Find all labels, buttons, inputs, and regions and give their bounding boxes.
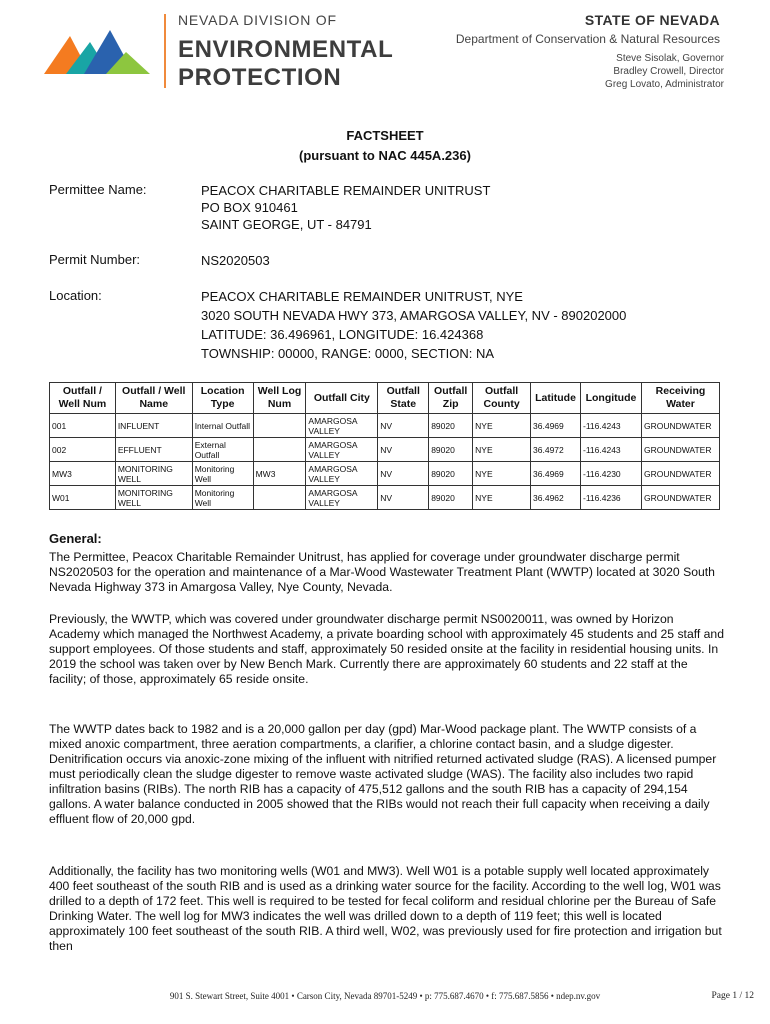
column-header: Outfall / Well Num xyxy=(50,383,116,414)
table-cell: NV xyxy=(378,462,429,486)
column-header: Outfall / Well Name xyxy=(115,383,192,414)
table-cell: MW3 xyxy=(253,462,306,486)
table-cell: -116.4230 xyxy=(581,462,642,486)
org-name-line1: NEVADA DIVISION OF xyxy=(178,12,337,28)
table-header-row xyxy=(50,383,720,414)
table-cell: MONITORING WELL xyxy=(115,462,192,486)
table-cell: 89020 xyxy=(429,486,473,510)
department-name: Department of Conservation & Natural Resources xyxy=(455,32,720,46)
column-header: Outfall County xyxy=(473,383,531,414)
table-cell: 36.4969 xyxy=(531,414,581,438)
column-header: Outfall Zip xyxy=(429,383,473,414)
location-value xyxy=(201,287,626,363)
ndep-logo-mountains xyxy=(44,28,150,76)
table-row xyxy=(50,414,720,438)
table-cell: GROUNDWATER xyxy=(641,462,719,486)
table-row xyxy=(50,462,720,486)
table-cell: AMARGOSA VALLEY xyxy=(306,462,378,486)
table-cell: NYE xyxy=(473,462,531,486)
org-name-line3: PROTECTION xyxy=(178,64,342,91)
org-name-line2: ENVIRONMENTAL xyxy=(178,36,394,63)
table-cell: 89020 xyxy=(429,438,473,462)
table-cell: MW3 xyxy=(50,462,116,486)
table-cell: GROUNDWATER xyxy=(641,486,719,510)
table-row xyxy=(50,486,720,510)
table-cell: 36.4972 xyxy=(531,438,581,462)
permit-number-label: Permit Number: xyxy=(49,252,141,267)
column-header: Location Type xyxy=(192,383,253,414)
permit-number-value: NS2020503 xyxy=(201,253,270,268)
table-cell: External Outfall xyxy=(192,438,253,462)
location-line: TOWNSHIP: 00000, RANGE: 0000, SECTION: NA xyxy=(201,346,495,361)
location-label: Location: xyxy=(49,288,102,303)
permittee-value xyxy=(201,182,490,233)
table-cell: -116.4243 xyxy=(581,438,642,462)
location-line: PEACOX CHARITABLE REMAINDER UNITRUST, NYE xyxy=(201,289,523,304)
doc-title: FACTSHEET xyxy=(346,128,424,143)
location-line: LATITUDE: 36.496961, LONGITUDE: 16.424368 xyxy=(201,327,484,342)
table-cell: W01 xyxy=(50,486,116,510)
table-cell: INFLUENT xyxy=(115,414,192,438)
table-cell: NYE xyxy=(473,414,531,438)
table-cell: 001 xyxy=(50,414,116,438)
officials-list xyxy=(605,52,724,91)
general-paragraph-3: The WWTP dates back to 1982 and is a 20,000 gallon per day (gpd) Mar-Wood package plant. The WWTP consists of a mixed anoxic compartment, three aeration compartments, a clarifier, a chlorine contact basin, and a sludge digester. Denitrification occurs via anoxic-zone mixing of the influent with nitrified returned activated sludge (RAS). A licensed pumper must periodically clean the sludge digester to remove waste activated sludge (WAS). The facility also includes two rapid infiltration basins (RIBs). The north RIB has a capacity of 475,512 gallons and the south RIB has a capacity of 294,154 gallons. A water balance conducted in 2005 showed that the RIBs would not reach their full capacity when receiving a daily effluent flow of 20,000 gpd. xyxy=(49,722,717,826)
table-cell: 89020 xyxy=(429,414,473,438)
official-administrator: Greg Lovato, Administrator xyxy=(605,79,724,90)
doc-subtitle: (pursuant to NAC 445A.236) xyxy=(299,148,471,163)
permittee-line: PO BOX 910461 xyxy=(201,200,298,215)
table-cell: 002 xyxy=(50,438,116,462)
table-row xyxy=(50,438,720,462)
column-header: Latitude xyxy=(531,383,581,414)
table-cell: AMARGOSA VALLEY xyxy=(306,486,378,510)
table-cell: 89020 xyxy=(429,462,473,486)
page-number: Page 1 / 12 xyxy=(711,991,754,1001)
table-cell xyxy=(253,414,306,438)
outfall-table xyxy=(49,382,720,510)
general-paragraph-4: Additionally, the facility has two monitoring wells (W01 and MW3). Well W01 is a potable supply well located approximately 400 feet southeast of the south RIB and is used as a drinking water source for the facility. According to the well log, W01 was drilled to a depth of 172 feet. This well is required to be tested for fecal coliform and residual chlorine per the Bureau of Safe Drinking Water. The well log for MW3 indicates the well was drilled down to a depth of 119 feet; this well is located approximately 100 feet southeast of the south RIB. A third well, W02, was previously used for fire protection and irrigation but then xyxy=(49,864,722,953)
table-cell: GROUNDWATER xyxy=(641,438,719,462)
permittee-line: PEACOX CHARITABLE REMAINDER UNITRUST xyxy=(201,183,491,198)
table-cell: NYE xyxy=(473,486,531,510)
table-cell: Monitoring Well xyxy=(192,462,253,486)
location-line: 3020 SOUTH NEVADA HWY 373, AMARGOSA VALLEY, NV - 890202000 xyxy=(201,308,627,323)
table-cell: NV xyxy=(378,414,429,438)
column-header: Well Log Num xyxy=(253,383,306,414)
table-cell: NYE xyxy=(473,438,531,462)
table-cell: AMARGOSA VALLEY xyxy=(306,414,378,438)
table-cell xyxy=(253,438,306,462)
table-cell: MONITORING WELL xyxy=(115,486,192,510)
table-cell: GROUNDWATER xyxy=(641,414,719,438)
column-header: Longitude xyxy=(581,383,642,414)
table-cell: -116.4236 xyxy=(581,486,642,510)
column-header: Outfall State xyxy=(378,383,429,414)
column-header: Receiving Water xyxy=(641,383,719,414)
table-cell: NV xyxy=(378,438,429,462)
permittee-line: SAINT GEORGE, UT - 84791 xyxy=(201,217,372,232)
table-cell: Internal Outfall xyxy=(192,414,253,438)
official-director: Bradley Crowell, Director xyxy=(613,66,724,77)
table-cell: NV xyxy=(378,486,429,510)
general-paragraph-1: The Permittee, Peacox Charitable Remainder Unitrust, has applied for coverage under groundwater discharge permit NS2020503 for the operation and maintenance of a Mar-Wood Wastewater Treatment Plant (WWTP) located at 3020 South Nevada Highway 373 in Amargosa Valley, Nye County, Nevada. xyxy=(49,550,715,594)
state-name: STATE OF NEVADA xyxy=(584,12,720,28)
official-governor: Steve Sisolak, Governor xyxy=(616,53,724,64)
logo-divider xyxy=(164,14,166,88)
footer-address: 901 S. Stewart Street, Suite 4001 • Carson City, Nevada 89701-5249 • p: 775.687.4670 • f: 775.687.5856 • ndep.nv.gov xyxy=(169,991,601,1001)
table-cell: 36.4969 xyxy=(531,462,581,486)
table-cell: EFFLUENT xyxy=(115,438,192,462)
general-heading: General: xyxy=(49,531,102,546)
table-cell: 36.4962 xyxy=(531,486,581,510)
table-cell: Monitoring Well xyxy=(192,486,253,510)
permittee-label: Permittee Name: xyxy=(49,182,147,197)
column-header: Outfall City xyxy=(306,383,378,414)
general-paragraph-2: Previously, the WWTP, which was covered under groundwater discharge permit NS0020011, was owned by Horizon Academy which managed the Northwest Academy, a private boarding school with approximately 45 students and 25 staff and support employees. Of those students and staff, approximately 50 resided onsite at the facility in residential housing units. In 2019 the school was taken over by New Bench Mark. Currently there are approximately 60 students and 22 staff at the facility; of those, approximately 65 reside onsite. xyxy=(49,612,724,686)
table-cell: AMARGOSA VALLEY xyxy=(306,438,378,462)
table-cell xyxy=(253,486,306,510)
table-cell: -116.4243 xyxy=(581,414,642,438)
